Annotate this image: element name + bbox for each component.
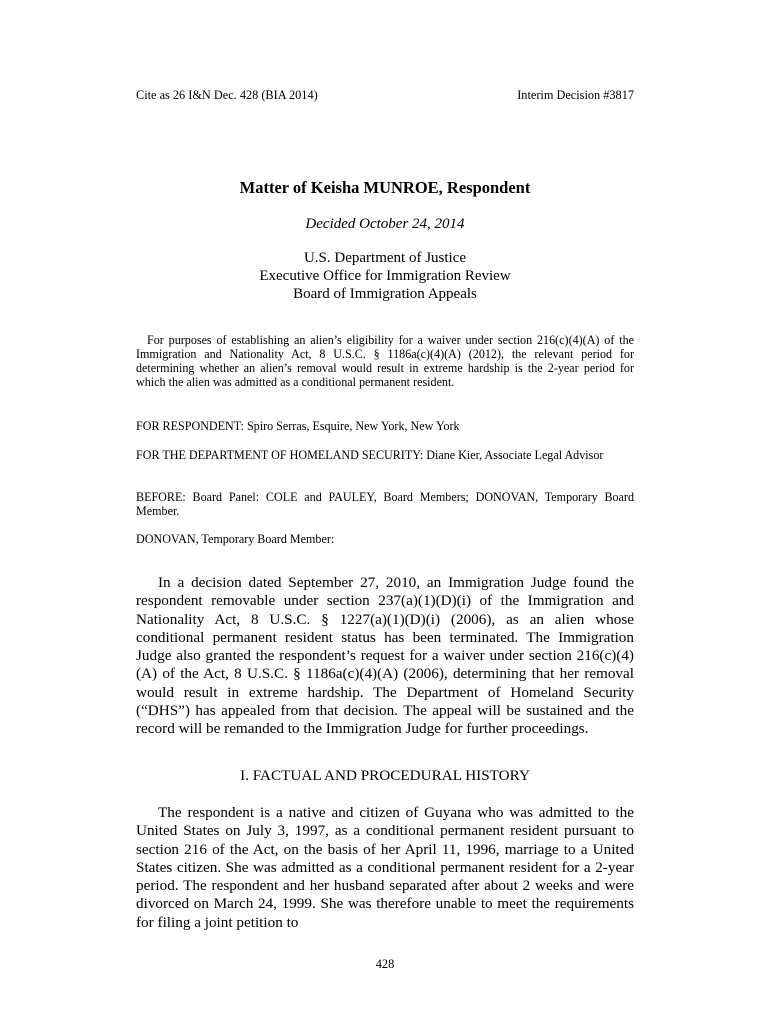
panel: BEFORE: Board Panel: COLE and PAULEY, Board Members; DONOVAN, Temporary Board Member. xyxy=(136,490,634,518)
section-heading: I. FACTUAL AND PROCEDURAL HISTORY xyxy=(240,767,530,784)
page-number: 428 xyxy=(375,957,395,971)
decision-number: Interim Decision #3817 xyxy=(517,88,634,102)
citation: Cite as 26 I&N Dec. 428 (BIA 2014) xyxy=(136,88,318,102)
agency-line-2: Executive Office for Immigration Review xyxy=(259,268,511,284)
decision-date: Decided October 24, 2014 xyxy=(305,216,465,232)
headnote: For purposes of establishing an alien’s eligibility for a waiver under section 216(c)(4)(A) of the Immigration and Nationality Act, 8 U.S.C. § 1186a(c)(4)(A) (2012), the relevant period for determining whether an alien’s removal would result in extreme hardship is the 2-year period for which the alien was admitted as a conditional permanent resident. xyxy=(136,333,634,389)
agency-line-3: Board of Immigration Appeals xyxy=(293,286,477,302)
opinion-author: DONOVAN, Temporary Board Member: xyxy=(136,532,335,546)
case-title: Matter of Keisha MUNROE, Respondent xyxy=(239,178,531,197)
agency-block xyxy=(136,249,634,303)
agency-line-1: U.S. Department of Justice xyxy=(303,250,467,266)
counsel-dhs: FOR THE DEPARTMENT OF HOMELAND SECURITY: Diane Kier, Associate Legal Advisor xyxy=(136,448,604,462)
paragraph-1: In a decision dated September 27, 2010, an Immigration Judge found the respondent removable under section 237(a)(1)(D)(i) of the Immigration and Nationality Act, 8 U.S.C. § 1227(a)(1)(D)(i) (2006), as an alien whose conditional permanent resident status has been terminated. The Immigration Judge also granted the respondent’s request for a waiver under section 216(c)(4)(A) of the Act, 8 U.S.C. § 1186a(c)(4)(A) (2006), determining that her removal would result in extreme hardship. The Department of Homeland Security (“DHS”) has appealed from that decision. The appeal will be sustained and the record will be remanded to the Immigration Judge for further proceedings. xyxy=(136,574,634,738)
paragraph-2: The respondent is a native and citizen of Guyana who was admitted to the United States on July 3, 1997, as a conditional permanent resident pursuant to section 216 of the Act, on the basis of her April 11, 1996, marriage to a United States citizen. She was admitted as a conditional permanent resident for a 2-year period. The respondent and her husband separated after about 2 weeks and were divorced on March 24, 1999. She was therefore unable to meet the requirements for filing a joint petition to xyxy=(136,804,634,931)
counsel-respondent: FOR RESPONDENT: Spiro Serras, Esquire, New York, New York xyxy=(136,419,460,433)
